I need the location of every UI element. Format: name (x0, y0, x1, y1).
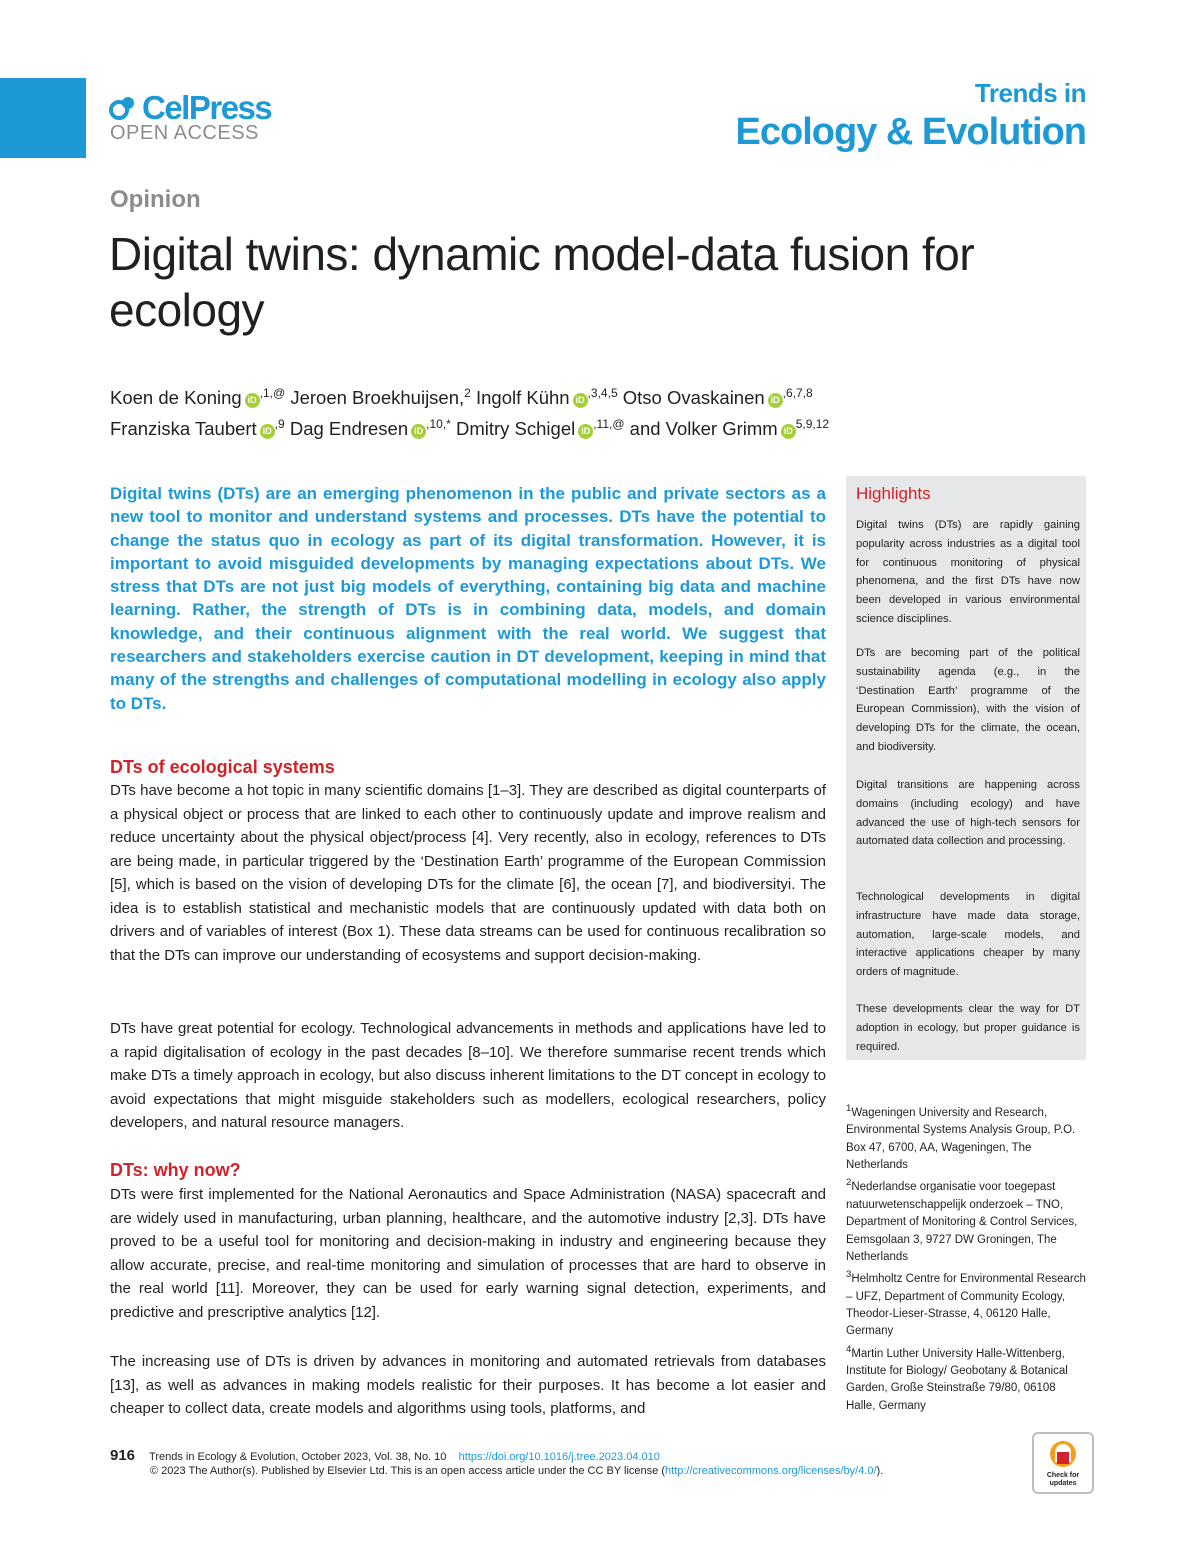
article-type: Opinion (110, 186, 201, 213)
affiliation: $^1$Wageningen University and Research, Environmental Systems Analysis Group, P.O. Box 47, 6700, AA, Wageningen, The Netherlands (846, 1103, 1076, 1172)
journal-name-line2: Ecology & Evolution (735, 111, 1086, 153)
author[interactable]: Koen de Koning iD $^{,1,@}$ (110, 386, 286, 408)
body-paragraph: DTs have become a hot topic in many scientific domains [1–3]. They are described as digital counterparts of a physical object or process that are linked to each other to continuously update and improve realism and reduce uncertainty about the physical object/process [4]. Very recently, also in ecology, references to DTs are being made, in particular triggered by the ‘Destination Earth’ programme of the European Commission [5], which is based on the vision of developing DTs for the climate [6], the ocean [7], and biodiversityi. The idea is to establish statistical and mechanistic models that are continuously updated with data both on drivers and of variables of interest (Box 1). These data streams can be used for continuous recalibration so that the DTs can improve our understanding of ecosystems and support decision-making. (110, 782, 826, 964)
highlight-item: These developments clear the way for DT adoption in ecology, but proper guidance is required. (856, 1003, 1080, 1053)
body-paragraph: DTs have great potential for ecology. Technological advancements in methods and applications have led to a rapid digitalisation of ecology in the past decades [8–10]. We therefore summarise recent trends which make DTs a timely approach in ecology, but also discuss inherent limitations to the DT concept in ecology to avoid expectations that might misguide stakeholders such as modellers, ecological researchers, policy developers, and natural resource managers. (110, 1020, 826, 1131)
footer-citation (110, 1447, 660, 1464)
highlight-item: DTs are becoming part of the political sustainability agenda (e.g., in the ‘Destination Earth’ programme of the European Commission), with the vision of developing DTs for the climate, the ocean, and biodiversity. (856, 647, 1080, 753)
section-heading: DTs: why now? (110, 1160, 241, 1180)
page-number: 916 (110, 1447, 136, 1464)
journal-color-tab (0, 78, 86, 158)
author-list (110, 380, 990, 442)
orcid-icon[interactable]: iD (578, 424, 593, 439)
orcid-icon[interactable]: iD (573, 393, 588, 408)
orcid-icon[interactable]: iD (411, 424, 426, 439)
highlight-item: Digital transitions are happening across domains (including ecology) and have advanced the use of high-tech sensors for automated data collection and processing. (856, 779, 1080, 848)
author[interactable]: Otso Ovaskainen iD $^{,6,7,8}$ (622, 386, 813, 408)
badge-label: Check for updates (1046, 1472, 1080, 1487)
orcid-icon[interactable]: iD (781, 424, 796, 439)
license-suffix: ). (876, 1465, 884, 1477)
journal-name-line1: Trends in (974, 78, 1086, 108)
abstract: Digital twins (DTs) are an emerging phenomenon in the public and private sectors as a new tool to monitor and understand systems and processes. DTs have the potential to change the status quo in ecology as part of its digital transformation. However, it is important to avoid misguided developments by managing expectations about DTs. We stress that DTs are not just big models of everything, containing big data and machine learning. Rather, the strength of DTs is in combining data, models, and domain knowledge, and their continuous alignment with the real world. We suggest that researchers and stakeholders exercise caution in DT development, keeping in mind that many of the strengths and challenges of computational modelling in ecology also apply to DTs. (110, 484, 826, 713)
body-paragraph: The increasing use of DTs is driven by advances in monitoring and automated retrievals from databases [13], as well as advances in making models realistic for their purposes. It has become a lot easier and cheaper to collect data, create models and algorithms using tools, platforms, and (110, 1353, 826, 1417)
highlight-item: Technological developments in digital infrastructure have made data storage, automation, large-scale models, and interactive applications cheaper by many orders of magnitude. (856, 891, 1080, 979)
license-text: © 2023 The Author(s). Published by Elsevier Ltd. This is an open access article under the CC BY license ( (150, 1465, 665, 1477)
footer-license (150, 1465, 883, 1477)
article-title: Digital twins: dynamic model-data fusion for ecology (109, 228, 975, 336)
orcid-icon[interactable]: iD (260, 424, 275, 439)
cellpress-logo[interactable] (108, 89, 272, 144)
body-paragraph: DTs were first implemented for the National Aeronautics and Space Administration (NASA) spacecraft and are widely used in manufacturing, urban planning, healthcare, and the automotive industry [2,3]. DTs have proved to be a useful tool for monitoring and decision-making in industry and engineering because they allow accurate, precise, and real-time monitoring and simulation of processes that are hard to observe in the real world [11]. Moreover, they can be used for early warning signal detection, experiments, and predictive and prescriptive analytics [12]. (110, 1186, 826, 1321)
author[interactable]: Dag Endresen iD $^{,10,*}$ (289, 417, 451, 439)
cellpress-mark-icon (108, 93, 138, 123)
section-heading: DTs of ecological systems (110, 757, 335, 777)
check-for-updates-badge[interactable] (1032, 1432, 1094, 1494)
orcid-icon[interactable]: iD (768, 393, 783, 408)
journal-name (736, 78, 1086, 154)
license-link[interactable]: http://creativecommons.org/licenses/by/4.0/ (665, 1465, 877, 1477)
affiliations (846, 1100, 1086, 1415)
affiliation: $^4$Martin Luther University Halle-Wittenberg, Institute for Biology/ Geobotany & Botanical Garden, Große Steinstraße 79/80, 06108 Halle, Germany (846, 1343, 1068, 1412)
logo-text: CelPress (142, 89, 272, 126)
doi-link[interactable]: https://doi.org/10.1016/j.tree.2023.04.010 (458, 1451, 660, 1463)
affiliation: $^3$Helmholtz Centre for Environmental Research – UFZ, Department of Community Ecology, Theodor-Lieser-Strasse, 4, 06120 Halle, Germany (846, 1269, 1086, 1338)
open-access-label: OPEN ACCESS (110, 122, 259, 144)
citation-text: Trends in Ecology & Evolution, October 2023, Vol. 38, No. 10 (149, 1451, 447, 1463)
highlight-item: Digital twins (DTs) are rapidly gaining popularity across industries as a digital tool for continuous monitoring of physical phenomena, and the first DTs have now been developed in various environmental science disciplines. (856, 519, 1080, 625)
author[interactable]: Ingolf Kühn iD $^{,3,4,5}$ (475, 386, 618, 408)
author[interactable]: and Volker Grimm iD $^{5,9,12}$ (629, 417, 830, 439)
author[interactable]: Franziska Taubert iD $^{,9}$ (110, 417, 285, 439)
author[interactable]: Jeroen Broekhuijsen,$^2$ (290, 386, 471, 408)
orcid-icon[interactable]: iD (245, 393, 260, 408)
author[interactable]: Dmitry Schigel iD $^{,11,@}$ (455, 417, 625, 439)
affiliation: $^2$Nederlandse organisatie voor toegepast natuurwetenschappelijk onderzoek – TNO, Department of Monitoring & Control Services, Eemsgolaan 3, 9727 DW Groningen, The Netherlands (846, 1177, 1078, 1263)
highlights-title: Highlights (856, 484, 931, 503)
highlights-box (846, 476, 1086, 1060)
